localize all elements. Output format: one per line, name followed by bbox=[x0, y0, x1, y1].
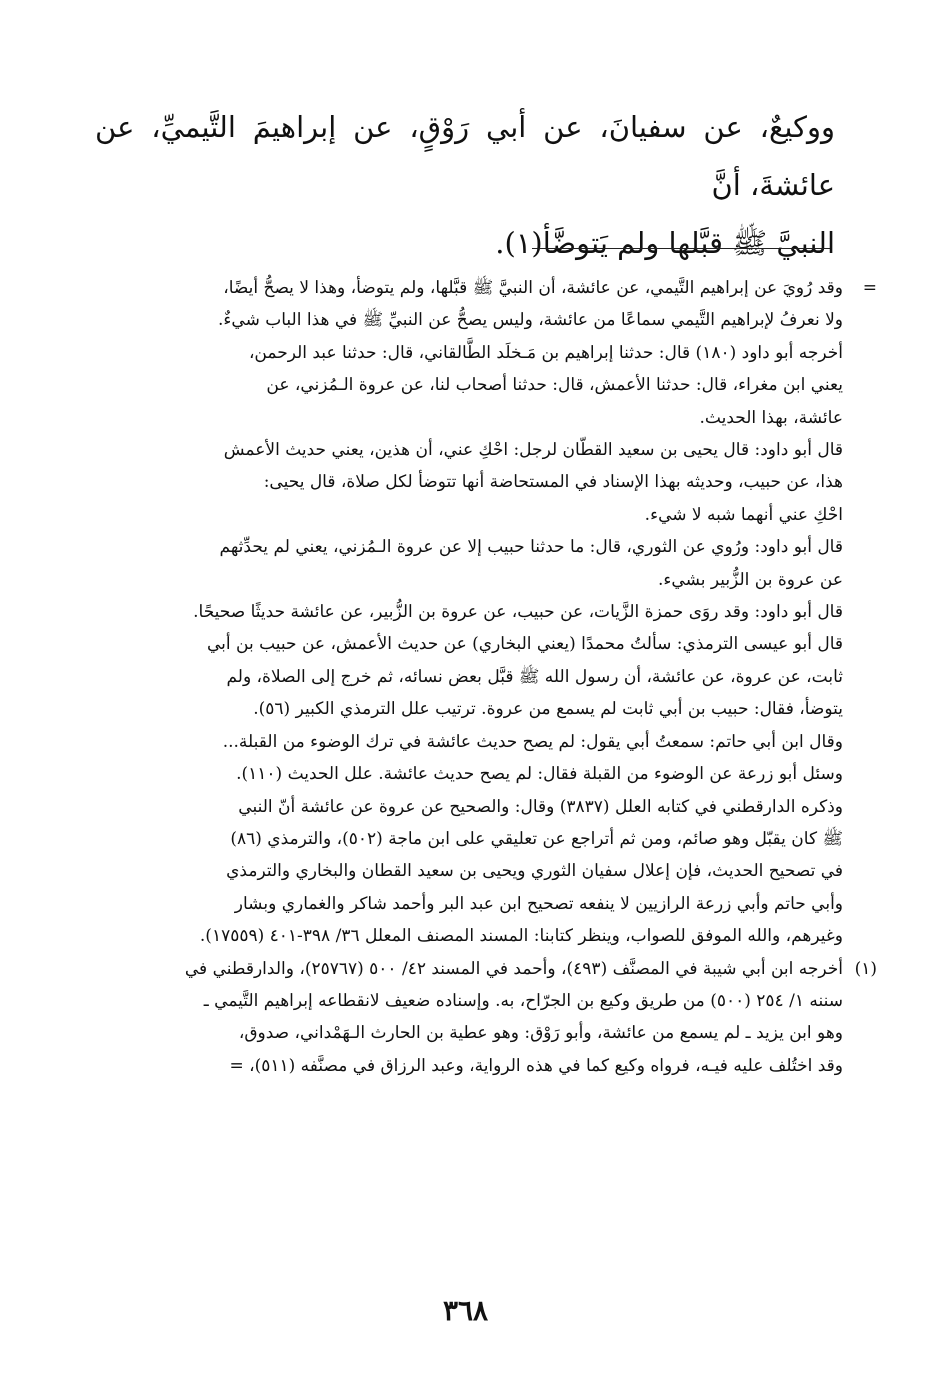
footnotes bbox=[93, 272, 877, 1082]
footnote-line: في تصحيح الحديث، فإن إعلال سفيان الثوري ويحيى بن سعيد القطان والبخاري والترمذي bbox=[226, 861, 843, 882]
footnote-line: وغيرهم، والله الموفق للصواب، وينظر كتابنا: المسند المصنف المعلل ٣٦/ ٣٩٨-٤٠١ (١٧٥٥٩). bbox=[199, 926, 843, 947]
footnote-line-text: أخرجه ابن أبي شيبة في المصنَّف (٤٩٣)، وأحمد في المسند ٤٢/ ٥٠٠ (٢٥٧٦٧)، والدارقطني في bbox=[184, 958, 843, 979]
footnote-line: عن عروة بن الزُّبير بشيء. bbox=[658, 569, 843, 590]
footnote-line: سننه ١/ ٢٥٤ (٥٠٠) من طريق وكيع بن الجرّاح، به. وإسناده ضعيف لانقطاعه إبراهيم التَّيمي ـ bbox=[203, 990, 843, 1011]
footnote-line bbox=[93, 272, 877, 304]
main-text-line: ووكيعٌ، عن سفيانَ، عن أبي رَوْقٍ، عن إبراهيمَ التَّيميِّ، عن عائشةَ، أنَّ bbox=[95, 110, 835, 202]
footnote-line: ثابت، عن عروة، عن عائشة، أن رسول الله ﷺ قبَّل بعض نسائه، ثم خرج إلى الصلاة، ولم bbox=[226, 666, 843, 687]
footnote-separator bbox=[532, 248, 830, 249]
footnote-line: قال أبو داود: ورُوي عن الثوري، قال: ما حدثنا حبيب إلا عن عروة الـمُزني، يعني لم يحدِّثهم bbox=[219, 537, 843, 558]
footnote-line: هذا، عن حبيب، وحديثه بهذا الإسناد في المستحاضة أنها تتوضأ لكل صلاة، قال يحيى: bbox=[263, 472, 843, 493]
footnote-line: قال أبو عيسى الترمذي: سألتُ محمدًا (يعني البخاري) عن حديث الأعمش، عن حبيب بن أبي bbox=[206, 634, 843, 655]
footnote-line: ﷺ كان يقبّل وهو صائم، ومن ثم أتراجع عن تعليقي على ابن ماجة (٥٠٢)، والترمذي (٨٦) bbox=[230, 828, 843, 849]
footnote-line: وذكره الدارقطني في كتابه العلل (٣٨٣٧) وقال: والصحيح عن عروة عن عائشة أنّ النبي bbox=[238, 796, 843, 817]
main-text bbox=[95, 98, 835, 272]
footnote-line-text: وقد رُويَ عن إبراهيم التَّيمي، عن عائشة، أن النبيَّ ﷺ قبَّلها، ولم يتوضأ، وهذا لا يصحُّ أيضًا، bbox=[223, 278, 843, 298]
footnote-line: أخرجه أبو داود (١٨٠) قال: حدثنا إبراهيم بن مَـخلَد الطَّالقاني، قال: حدثنا عبد الرحمن، bbox=[248, 342, 843, 363]
footnote-line: وسئل أبو زرعة عن الوضوء من القبلة فقال: لم يصح حديث عائشة. علل الحديث (١١٠). bbox=[236, 764, 843, 785]
main-text-line: النبيَّ ﷺ قبَّلها ولم يَتوضَّأ(١). bbox=[495, 226, 835, 260]
footnote-line: يتوضأ، فقال: حبيب بن أبي ثابت لم يسمع من عروة. ترتيب علل الترمذي الكبير (٥٦). bbox=[253, 699, 843, 720]
footnote-line: احْكِ عني أنهما شبه لا شيء. bbox=[644, 504, 843, 525]
footnote-line: قال أبو داود: وقد روَى حمزة الزَّيات، عن حبيب، عن عروة بن الزُّبير، عن عائشة حديثًا صحيحًا. bbox=[193, 602, 843, 623]
footnote-number: (١) bbox=[854, 958, 877, 979]
footnote-line: عائشة، بهذا الحديث. bbox=[699, 407, 843, 428]
continuation-marker: = bbox=[862, 278, 877, 298]
footnote-line: قال أبو داود: قال يحيى بن سعيد القطّان لرجل: احْكِ عني، أن هذين، يعني حديث الأعمش bbox=[223, 440, 843, 461]
footnote-line: وهو ابن يزيد ـ لم يسمع من عائشة، وأبو رَوْق: وهو عطية بن الحارث الـهَمْداني، صدوق، bbox=[238, 1023, 843, 1044]
footnote-line: وقد اختُلف عليه فيـه، فرواه وكيع كما في هذه الرواية، وعبد الرزاق في مصنَّفه (٥١١)، = bbox=[229, 1055, 843, 1076]
footnote-line: وأبي حاتم وأبي زرعة الرازيين لا ينفعه تصحيح ابن عبد البر وأحمد شاكر والغماري وبشار bbox=[234, 893, 843, 914]
footnote-line: وقال ابن أبي حاتم: سمعتُ أبي يقول: لم يصح حديث عائشة في ترك الوضوء من القبلة... bbox=[222, 731, 843, 752]
footnote-line: يعني ابن مغراء، قال: حدثنا الأعمش، قال: حدثنا أصحاب لنا، عن عروة الـمُزني، عن bbox=[266, 375, 843, 396]
footnote-line bbox=[93, 953, 877, 985]
page-number: ٣٦٨ bbox=[442, 1294, 489, 1327]
footnote-line: ولا نعرفُ لإبراهيم التَّيمي سماعًا من عائشة، وليس يصحُّ عن النبيِّ ﷺ في هذا الباب شيءٌ. bbox=[218, 310, 843, 331]
